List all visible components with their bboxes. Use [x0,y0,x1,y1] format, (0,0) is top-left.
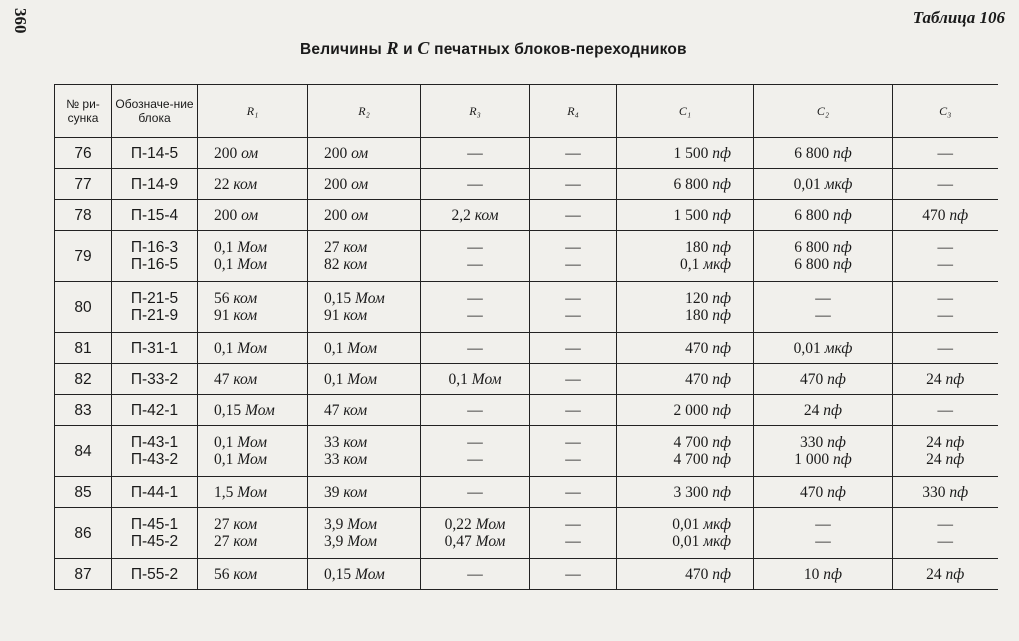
r3-value: — [467,239,483,256]
c1-value: 0,1 мкф [679,256,731,273]
c1-value: 470 пф [685,565,731,583]
c2-cell [754,559,893,590]
r1-value: 56 ком [214,290,258,307]
c2-value: 10 пф [803,565,843,583]
r3-cell [421,138,530,169]
c2-cell [754,200,893,231]
figure-number-cell: 86 [55,508,112,559]
header-figure-number: № ри-сунка [55,85,112,138]
r2-value: 27 ком [324,239,368,256]
page-number: 360 [11,8,30,34]
figure-number-cell: 80 [55,282,112,333]
r3-value: — [467,565,483,583]
r4-value: — [565,256,581,273]
r1-cell [198,333,308,364]
c2-cell [754,508,893,559]
r4-value: — [565,516,581,533]
r2-value: 0,15 Мом [324,565,385,583]
r4-value: — [565,206,581,224]
r3-value: — [467,256,483,273]
c2-value: 0,01 мкф [793,339,853,357]
title-prefix: Величины [300,41,382,58]
r1-value: 0,1 Мом [214,434,267,451]
figure-number-cell: 78 [55,200,112,231]
c1-value: 2 000 пф [673,401,731,419]
block-designation: П-16-3 [130,239,179,256]
r3-value: 2,2 ком [451,206,499,224]
table-row [55,138,998,169]
r2-value: 33 ком [324,434,368,451]
r1-value: 0,1 Мом [214,451,267,468]
header-block-designation: Обозначе-ние блока [112,85,198,138]
r1-value: 47 ком [214,370,258,388]
r4-value: — [565,339,581,357]
header-r3: R₃ [421,85,530,138]
r1-cell [198,282,308,333]
r3-cell [421,508,530,559]
r2-cell [308,231,421,282]
title-suffix: печатных блоков-переходников [434,41,687,58]
r3-cell [421,477,530,508]
c1-cell [617,138,754,169]
c2-cell [754,231,893,282]
c2-value: — [815,290,831,307]
c1-cell [617,426,754,477]
title-r: R [386,38,399,58]
r2-cell [308,200,421,231]
c3-value: — [937,239,953,256]
r3-cell [421,559,530,590]
block-designation: П-21-9 [130,307,179,324]
c3-value: 24 пф [926,370,965,388]
block-designation-cell [112,559,198,590]
table-row [55,477,998,508]
block-designation-cell [112,169,198,200]
r4-cell [530,395,617,426]
c3-cell [893,138,998,169]
r2-value: 0,15 Мом [324,290,385,307]
c1-value: 6 800 пф [673,175,731,193]
title-c: C [417,38,430,58]
table-row [55,559,998,590]
figure-number-cell: 81 [55,333,112,364]
r2-value: 91 ком [324,307,368,324]
block-designation: П-16-5 [130,256,179,273]
r3-value: — [467,483,483,501]
figure-number-cell: 82 [55,364,112,395]
block-designation-cell [112,231,198,282]
r1-value: 1,5 Мом [214,483,267,501]
c1-value: 120 пф [685,290,731,307]
c1-value: 1 500 пф [673,144,731,162]
r4-cell [530,231,617,282]
c2-value: 470 пф [800,483,846,501]
block-designation: П-45-2 [130,533,179,550]
r2-value: 3,9 Мом [324,533,377,550]
c1-value: 0,01 мкф [672,533,731,550]
table-row [55,508,998,559]
r3-cell [421,426,530,477]
block-designation-cell [112,477,198,508]
r1-value: 200 ом [214,144,259,162]
r4-value: — [565,239,581,256]
r4-cell [530,138,617,169]
r3-value: — [467,144,483,162]
block-designation: П-42-1 [130,401,179,419]
header-c3: C₃ [893,85,998,138]
title-and: и [403,41,413,58]
c1-value: 0,01 мкф [672,516,731,533]
c1-value: 4 700 пф [673,451,731,468]
c1-value: 4 700 пф [673,434,731,451]
r1-value: 91 ком [214,307,258,324]
r1-value: 56 ком [214,565,258,583]
block-designation: П-55-2 [130,565,179,583]
c2-value: 330 пф [800,434,846,451]
c1-value: 1 500 пф [673,206,731,224]
values-table [54,84,998,590]
header-r2: R₂ [308,85,421,138]
r2-value: 3,9 Мом [324,516,377,533]
r1-value: 27 ком [214,516,258,533]
c1-value: 3 300 пф [673,483,731,501]
header-c2: C₂ [754,85,893,138]
c2-value: 1 000 пф [794,451,852,468]
r4-cell [530,200,617,231]
block-designation-cell [112,426,198,477]
c2-cell [754,333,893,364]
c3-value: — [937,144,953,162]
r2-cell [308,426,421,477]
c3-value: — [937,516,953,533]
r3-cell [421,282,530,333]
c2-cell [754,477,893,508]
c1-cell [617,169,754,200]
c1-value: 180 пф [685,239,731,256]
r1-cell [198,559,308,590]
c1-cell [617,231,754,282]
r1-cell [198,477,308,508]
r1-cell [198,200,308,231]
r3-value: — [467,434,483,451]
c3-cell [893,364,998,395]
r3-cell [421,200,530,231]
c3-cell [893,282,998,333]
r4-value: — [565,533,581,550]
r2-cell [308,395,421,426]
r4-cell [530,169,617,200]
r3-cell [421,169,530,200]
c3-cell [893,395,998,426]
c3-value: 24 пф [926,451,965,468]
c3-value: 24 пф [926,565,965,583]
figure-number-cell: 84 [55,426,112,477]
r1-cell [198,364,308,395]
c3-cell [893,559,998,590]
r1-cell [198,169,308,200]
r1-cell [198,231,308,282]
r2-value: 0,1 Мом [324,370,377,388]
table-row [55,395,998,426]
c1-cell [617,333,754,364]
c2-value: 6 800 пф [794,239,852,256]
r2-value: 200 ом [324,144,369,162]
r3-cell [421,395,530,426]
block-designation-cell [112,364,198,395]
figure-number-cell: 83 [55,395,112,426]
c2-value: 470 пф [800,370,846,388]
table-row [55,282,998,333]
c2-cell [754,395,893,426]
block-designation-cell [112,200,198,231]
r2-cell [308,169,421,200]
table-label: Таблица 106 [912,8,1005,27]
c1-cell [617,508,754,559]
r3-value: — [467,290,483,307]
table-row [55,200,998,231]
r3-value: 0,1 Мом [448,370,502,388]
r2-cell [308,508,421,559]
c1-cell [617,282,754,333]
r3-value: — [467,175,483,193]
header-r4: R₄ [530,85,617,138]
r4-value: — [565,144,581,162]
c3-cell [893,333,998,364]
r4-value: — [565,401,581,419]
r4-value: — [565,370,581,388]
r4-cell [530,282,617,333]
c3-value: — [937,401,953,419]
figure-number-cell: 87 [55,559,112,590]
c3-value: — [937,256,953,273]
block-designation: П-43-1 [130,434,179,451]
r4-cell [530,477,617,508]
c2-value: 24 пф [803,401,843,419]
block-designation-cell [112,138,198,169]
r2-cell [308,333,421,364]
c1-value: 470 пф [685,370,731,388]
r3-value: — [467,451,483,468]
block-designation: П-14-9 [130,175,179,193]
block-designation-cell [112,395,198,426]
c2-value: 6 800 пф [794,144,852,162]
c3-cell [893,508,998,559]
r2-cell [308,282,421,333]
c3-value: — [937,175,953,193]
c2-cell [754,426,893,477]
r2-value: 47 ком [324,401,368,419]
r2-value: 39 ком [324,483,368,501]
r3-value: 0,47 Мом [444,533,506,550]
header-c1: C₁ [617,85,754,138]
r3-value: — [467,401,483,419]
c1-cell [617,200,754,231]
c3-cell [893,200,998,231]
block-designation: П-21-5 [130,290,179,307]
table-row [55,231,998,282]
r2-value: 200 ом [324,175,369,193]
c3-value: 24 пф [926,434,965,451]
r2-cell [308,138,421,169]
c2-cell [754,282,893,333]
r3-cell [421,231,530,282]
block-designation: П-15-4 [130,206,179,224]
r3-value: 0,22 Мом [444,516,506,533]
r4-value: — [565,434,581,451]
c2-value: 6 800 пф [794,256,852,273]
r1-value: 0,15 Мом [214,401,275,419]
figure-number-cell: 79 [55,231,112,282]
r4-cell [530,559,617,590]
figure-number-cell: 77 [55,169,112,200]
r4-value: — [565,290,581,307]
c3-value: — [937,339,953,357]
c2-cell [754,138,893,169]
r3-cell [421,364,530,395]
r1-value: 0,1 Мом [214,256,267,273]
block-designation: П-31-1 [130,339,179,357]
r2-value: 82 ком [324,256,368,273]
c2-cell [754,364,893,395]
r4-value: — [565,175,581,193]
c1-cell [617,395,754,426]
r2-value: 0,1 Мом [324,339,377,357]
c2-value: 0,01 мкф [793,175,853,193]
r4-cell [530,333,617,364]
r1-value: 0,1 Мом [214,239,267,256]
r2-value: 200 ом [324,206,369,224]
r1-value: 27 ком [214,533,258,550]
c1-cell [617,364,754,395]
r1-cell [198,426,308,477]
c1-value: 470 пф [685,339,731,357]
r2-value: 33 ком [324,451,368,468]
c2-value: — [815,516,831,533]
r1-cell [198,508,308,559]
header-r1: R₁ [198,85,308,138]
c1-value: 180 пф [685,307,731,324]
block-designation: П-14-5 [130,144,179,162]
c1-cell [617,477,754,508]
block-designation-cell [112,333,198,364]
r4-value: — [565,483,581,501]
c3-value: 330 пф [922,483,969,501]
c1-cell [617,559,754,590]
c3-value: — [937,307,953,324]
c3-value: 470 пф [922,206,969,224]
table-title [300,38,687,59]
c3-cell [893,477,998,508]
block-designation: П-33-2 [130,370,179,388]
table-body [55,138,998,590]
block-designation: П-44-1 [130,483,179,501]
r4-cell [530,508,617,559]
c2-value: 6 800 пф [794,206,852,224]
c3-value: — [937,533,953,550]
r1-cell [198,138,308,169]
block-designation: П-45-1 [130,516,179,533]
c2-value: — [815,307,831,324]
c2-value: — [815,533,831,550]
r3-value: — [467,339,483,357]
block-designation-cell [112,282,198,333]
table-row [55,364,998,395]
c3-cell [893,169,998,200]
block-designation: П-43-2 [130,451,179,468]
r4-cell [530,426,617,477]
block-designation-cell [112,508,198,559]
r1-cell [198,395,308,426]
table-row [55,333,998,364]
c2-cell [754,169,893,200]
c3-value: — [937,290,953,307]
r3-cell [421,333,530,364]
r1-value: 200 ом [214,206,259,224]
table-row [55,426,998,477]
c3-cell [893,231,998,282]
table-row [55,169,998,200]
r3-value: — [467,307,483,324]
r4-cell [530,364,617,395]
r2-cell [308,364,421,395]
r1-value: 0,1 Мом [214,339,267,357]
figure-number-cell: 76 [55,138,112,169]
c3-cell [893,426,998,477]
r4-value: — [565,451,581,468]
r2-cell [308,559,421,590]
figure-number-cell: 85 [55,477,112,508]
r4-value: — [565,307,581,324]
r1-value: 22 ком [214,175,258,193]
r4-value: — [565,565,581,583]
r2-cell [308,477,421,508]
